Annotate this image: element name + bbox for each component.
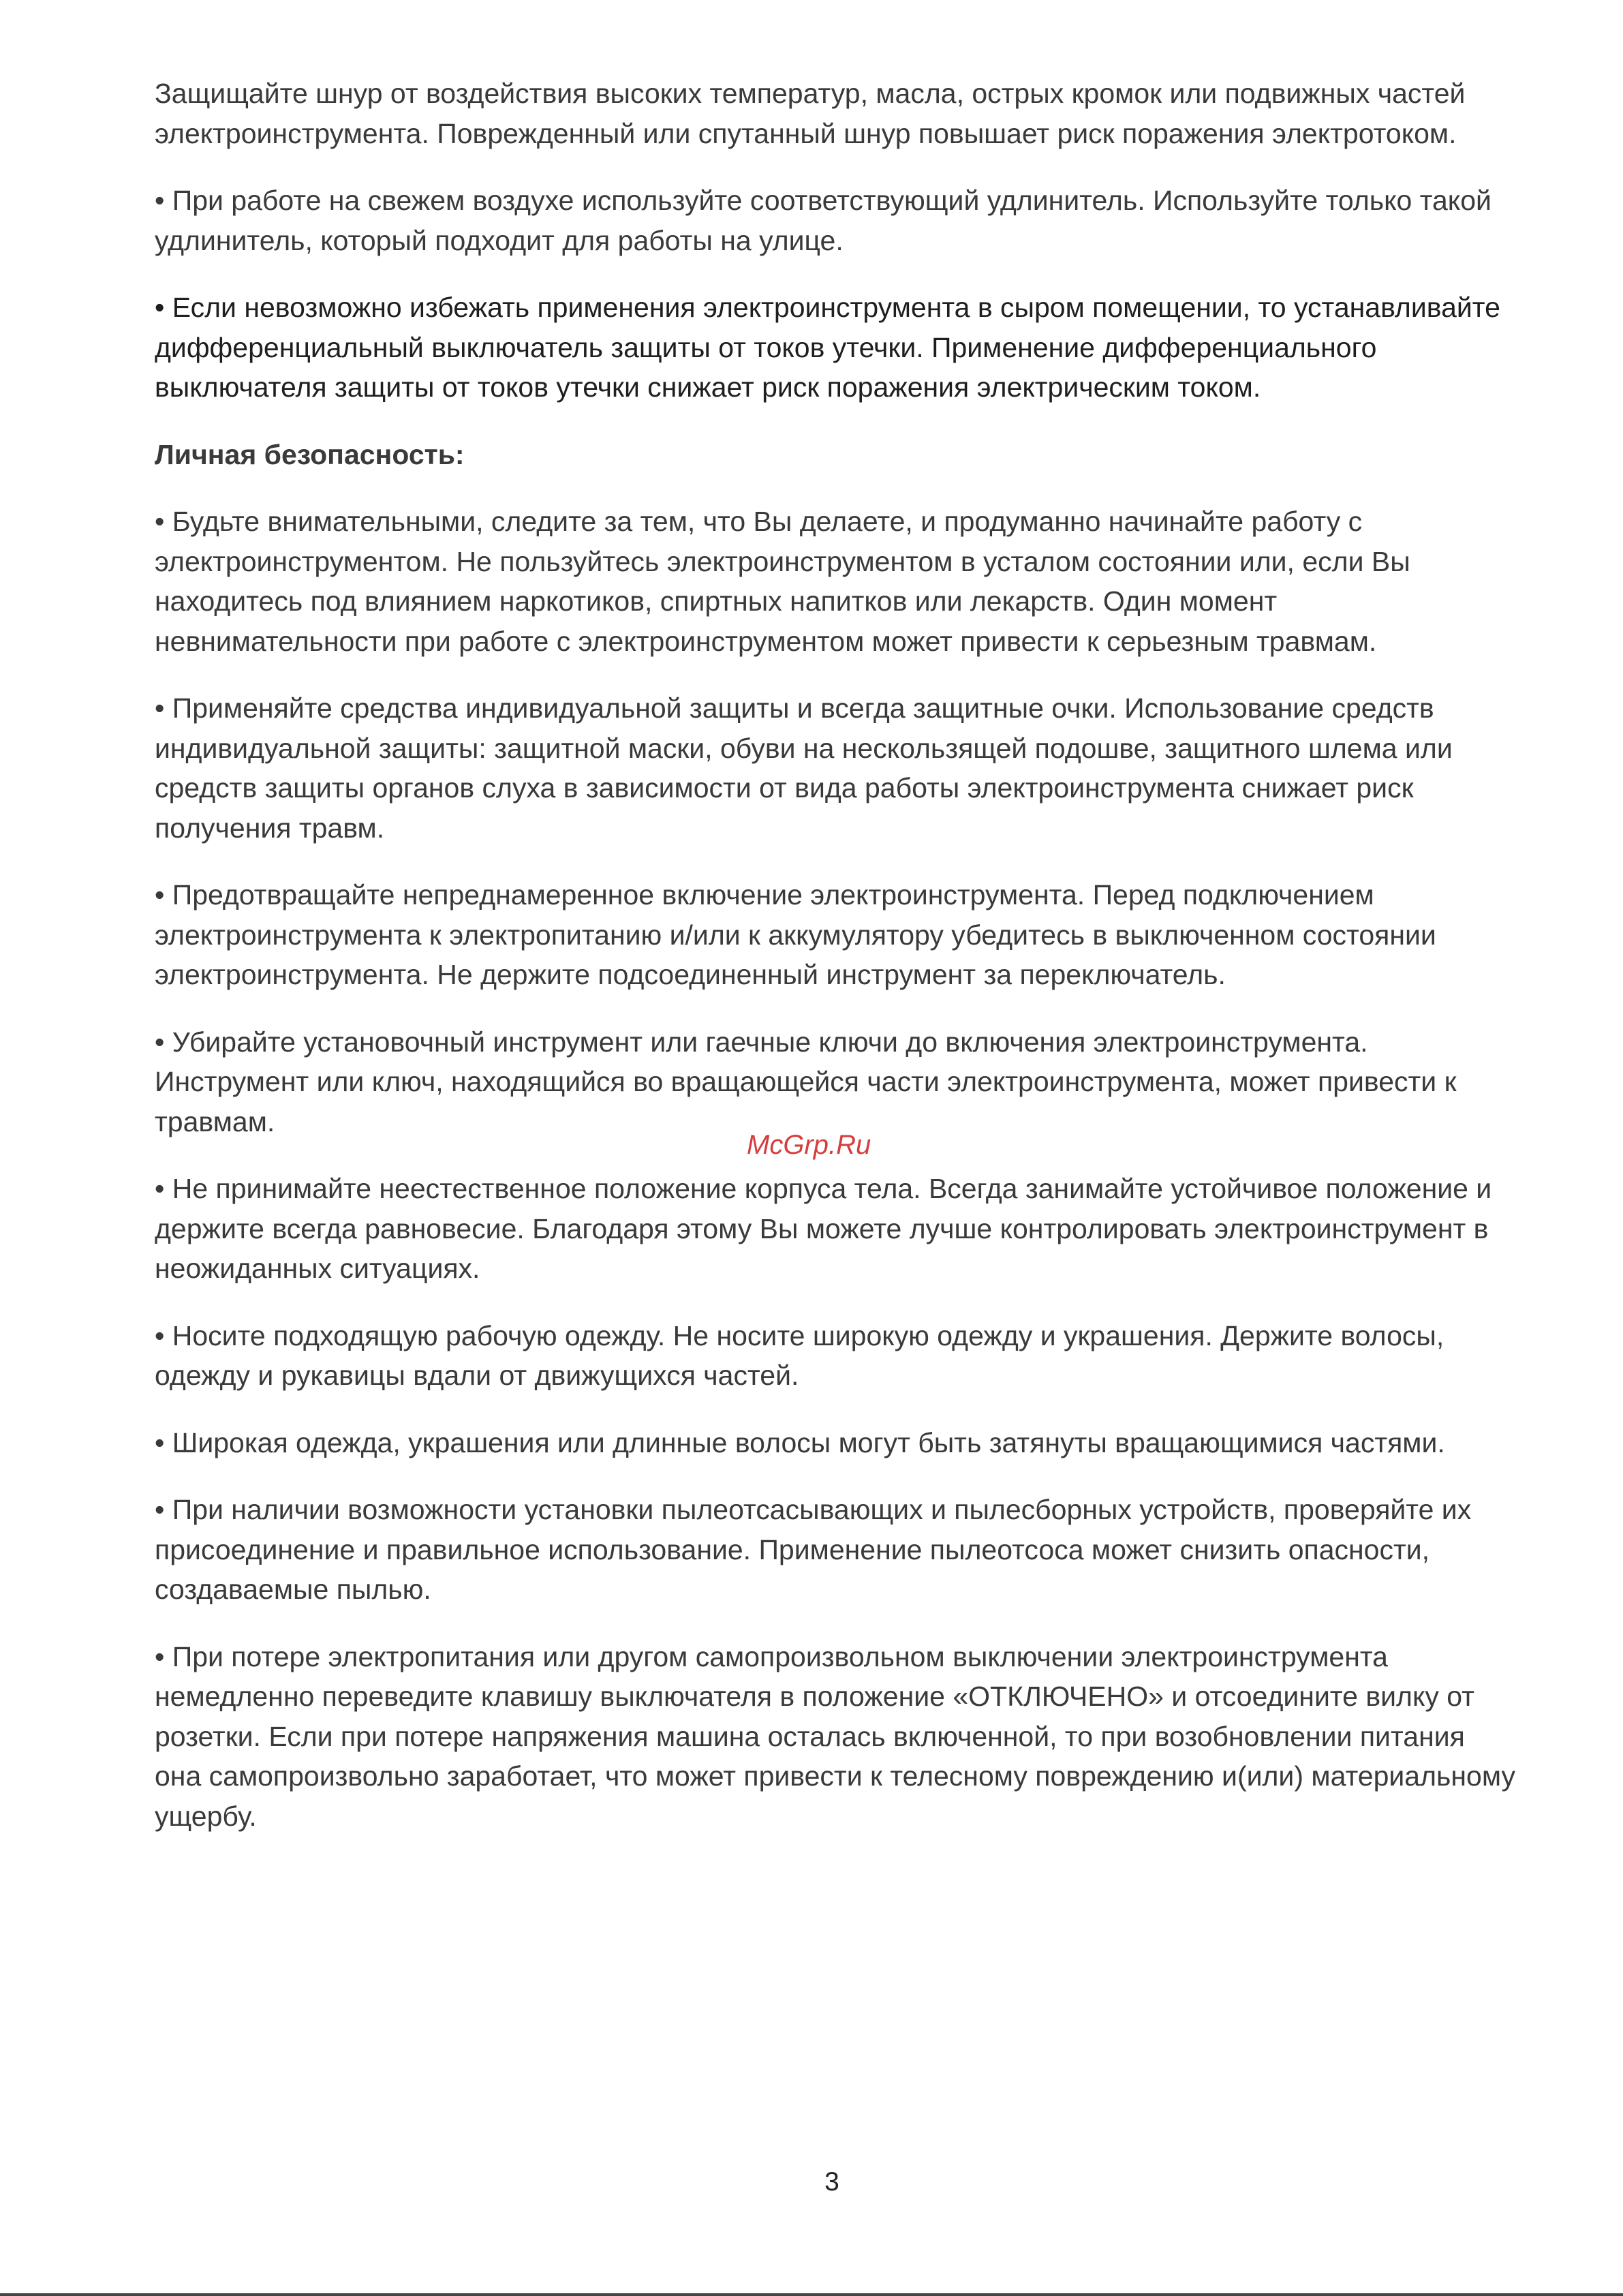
- list-item-dust-extraction: • При наличии возможности установки пылеотсасывающих и пылесборных устройств, проверяйте их присоединение и правильное использование. Применение пылеотсоса может снизить опасности, создаваемые пылью.: [155, 1494, 1472, 1605]
- paragraph-rcd-switch: • Если невозможно избежать применения электроинструмента в сыром помещении, то устанавливайте дифференциальный выключатель защиты от токов утечки. Применение дифференциального выключателя защиты от токов утечки снижает риск поражения электрическим током.: [155, 292, 1500, 403]
- paragraph-outdoor-extension: • При работе на свежем воздухе используйте соответствующий удлинитель. Используйте только такой удлинитель, который подходит для работы на улице.: [155, 185, 1491, 256]
- list-item-accidental-start: • Предотвращайте непреднамеренное включение электроинструмента. Перед подключением электроинструмента к электропитанию и/или к аккумулятору убедитесь в выключенном состоянии электроинструмента. Не держите подсоединенный инструмент за переключатель.: [155, 879, 1436, 990]
- list-item-power-loss: • При потере электропитания или другом самопроизвольном выключении электроинструмента немедленно переведите клавишу выключателя в положение «ОТКЛЮЧЕНО» и отсоедините вилку от розетки. Если при потере напряжения машина осталась включенной, то при возобновлении питания она самопроизвольно заработает, что может привести к телесному повреждению и(или) материальному ущербу.: [155, 1640, 1515, 1832]
- list-item-remove-keys: • Убирайте установочный инструмент или гаечные ключи до включения электроинструмента. Инструмент или ключ, находящийся во вращающейся части электроинструмента, может привести к травмам.: [155, 1026, 1457, 1137]
- list-item-attention: • Будьте внимательными, следите за тем, что Вы делаете, и продуманно начинайте работу с электроинструментом. Не пользуйтесь электроинструментом в усталом состоянии или, если Вы находитесь под влиянием наркотиков, спиртных напитков или лекарств. Один момент невнимательности при работе с электроинструментом может привести к серьезным травмам.: [155, 506, 1410, 657]
- page-content: [155, 74, 1517, 1863]
- list-item-loose-clothing: • Широкая одежда, украшения или длинные волосы могут быть затянуты вращающимися частями.: [155, 1426, 1445, 1458]
- page-number: 3: [824, 2167, 839, 2196]
- section-heading-personal-safety: Личная безопасность:: [155, 438, 465, 470]
- watermark: McGrp.Ru: [747, 1130, 871, 1160]
- list-item-clothing: • Носите подходящую рабочую одежду. Не носите широкую одежду и украшения. Держите волосы, одежду и рукавицы вдали от движущихся частей.: [155, 1319, 1444, 1391]
- list-item-protective-equipment: • Применяйте средства индивидуальной защиты и всегда защитные очки. Использование средств индивидуальной защиты: защитной маски, обуви на нескользящей подошве, защитного шлема или средств защиты органов слуха в зависимости от вида работы электроинструмента снижает риск получения травм.: [155, 692, 1453, 844]
- paragraph-cord-protection: Защищайте шнур от воздействия высоких температур, масла, острых кромок или подвижных частей электроинструмента. Поврежденный или спутанный шнур повышает риск поражения электротоком.: [155, 78, 1466, 149]
- page-bottom-edge: [0, 2293, 1623, 2296]
- list-item-stable-posture: • Не принимайте неестественное положение корпуса тела. Всегда занимайте устойчивое положение и держите всегда равновесие. Благодаря этому Вы можете лучше контролировать электроинструмент в неожиданных ситуациях.: [155, 1173, 1492, 1284]
